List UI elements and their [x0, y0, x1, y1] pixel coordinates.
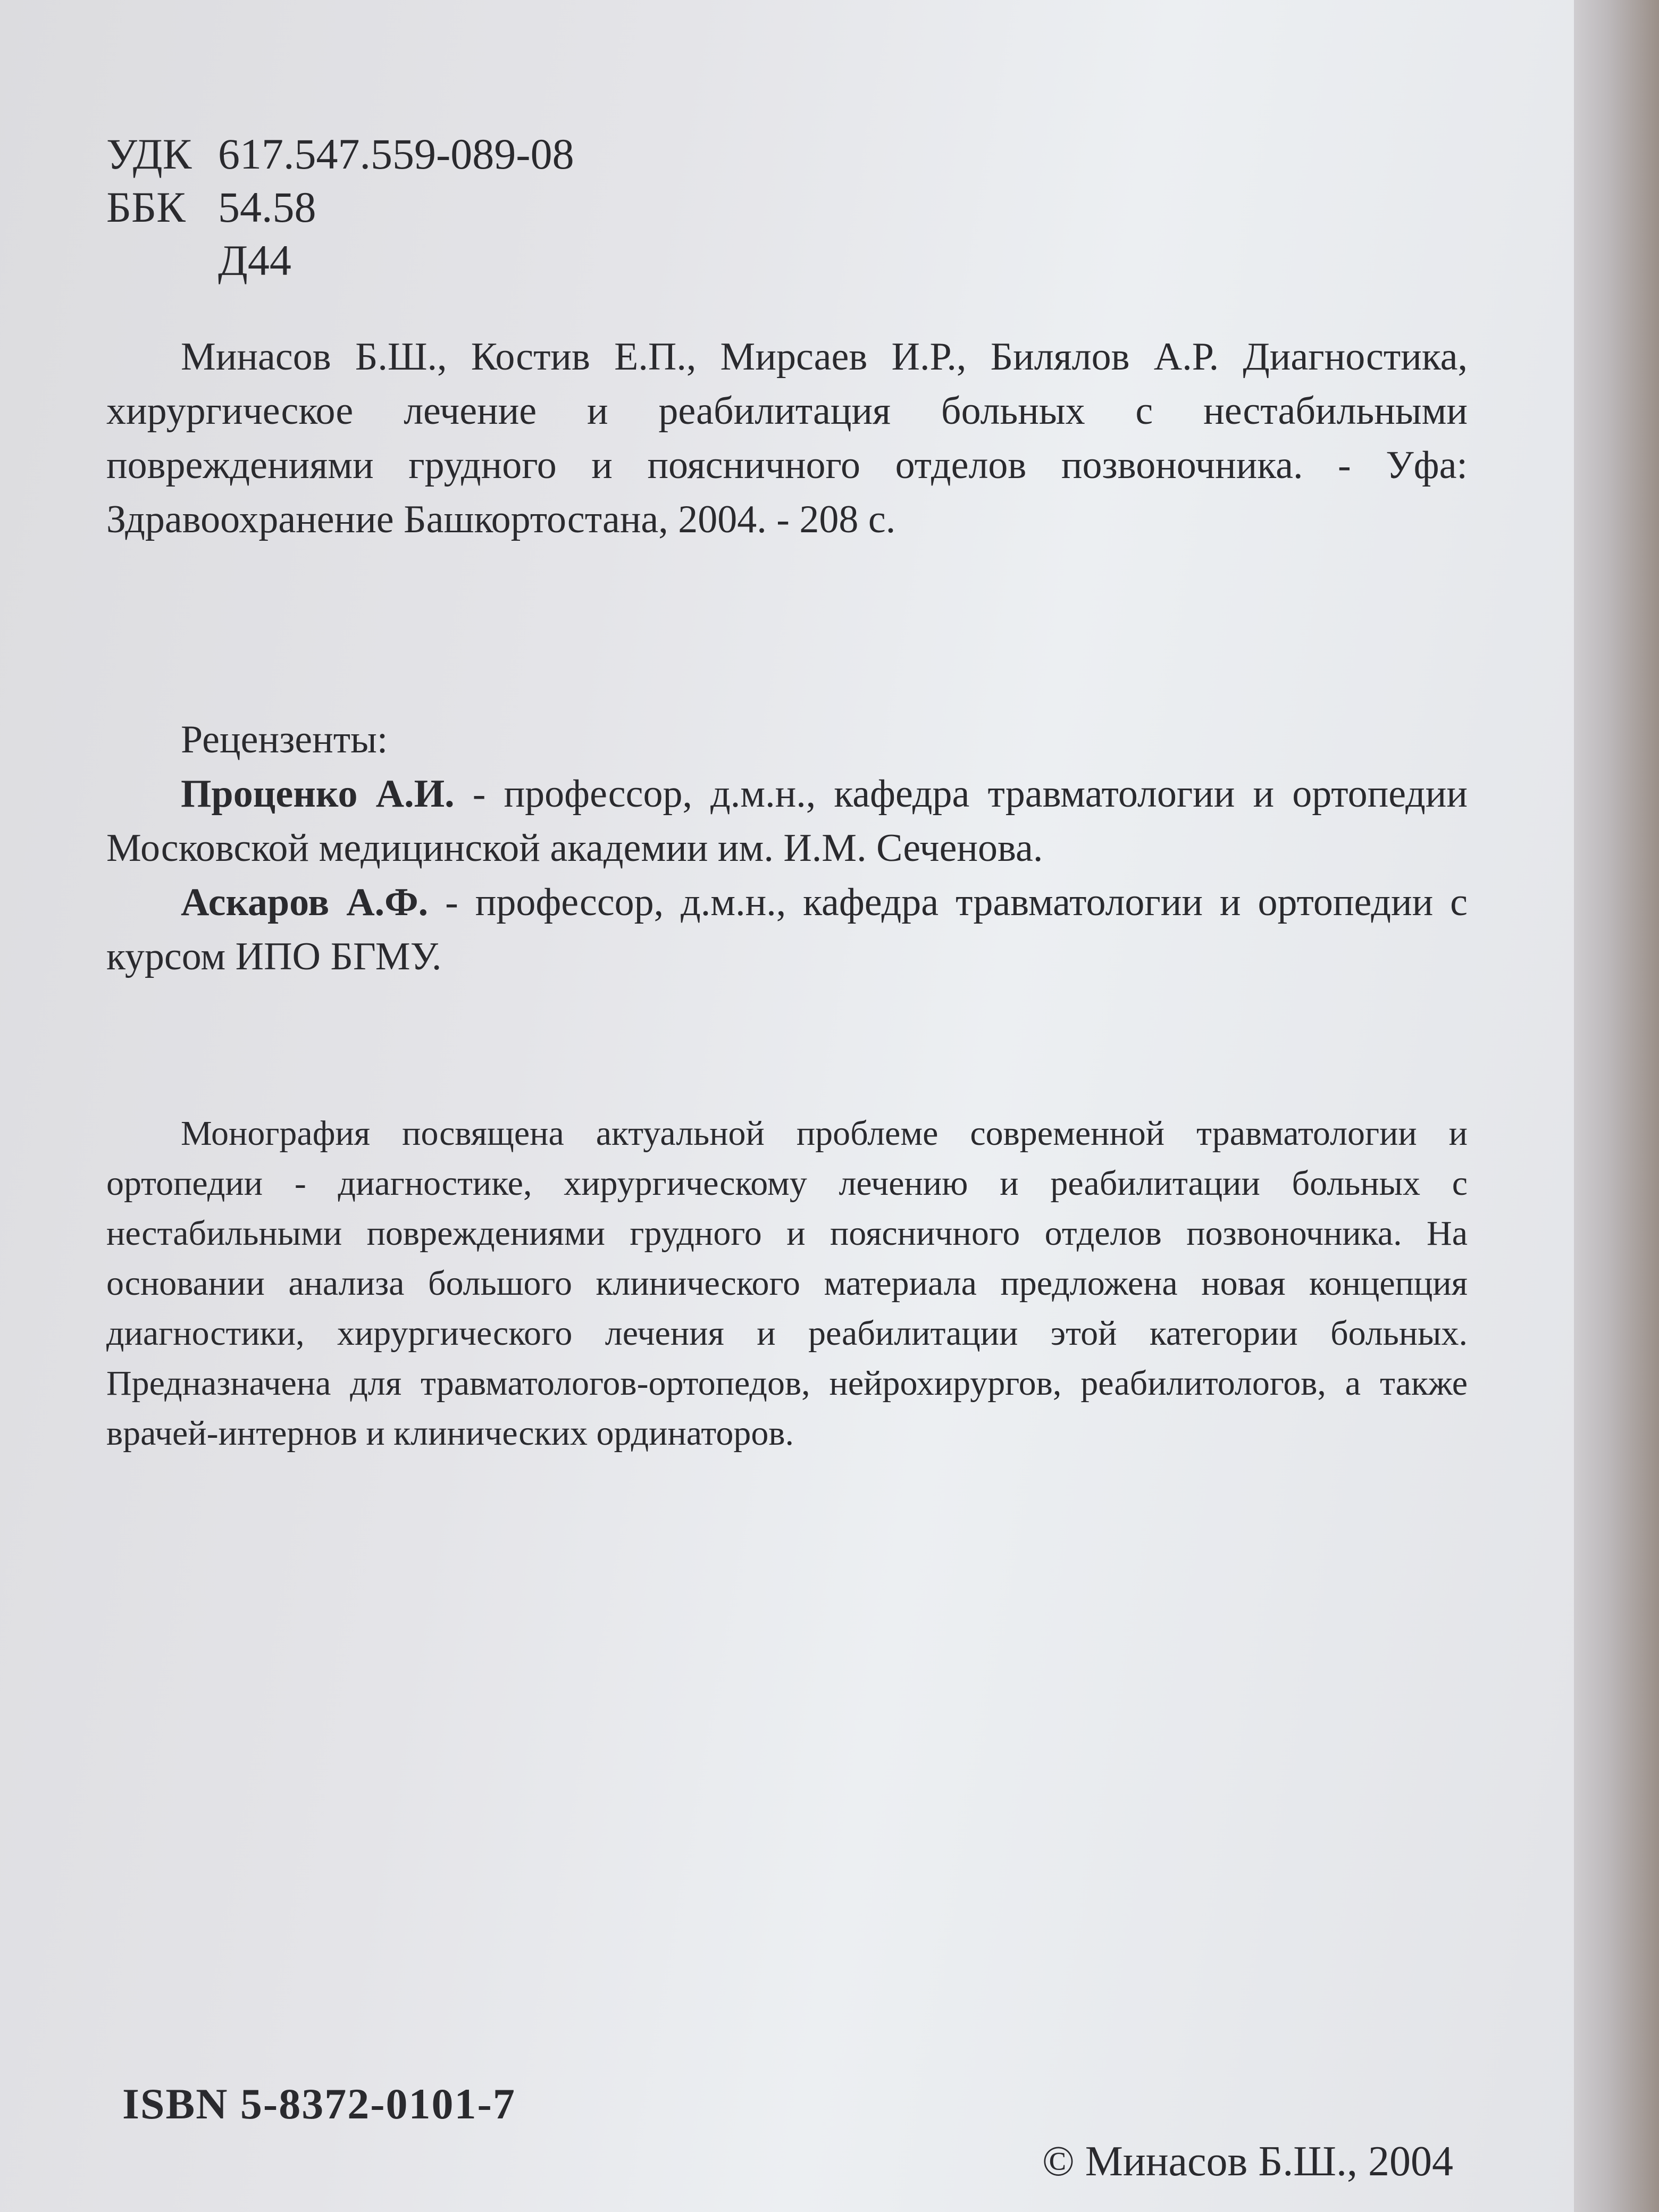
- reviewer-description: - профессор, д.м.н., кафедра травматологии и ортопедии Московской медицинской академии им. И.М. Сеченова.: [106, 772, 1468, 870]
- reviewer-entry: [106, 875, 1468, 984]
- isbn: ISBN 5-8372-0101-7: [122, 2080, 516, 2128]
- udk-row: [106, 128, 574, 181]
- show-through-text: [798, 101, 808, 144]
- udk-value: 617.547.559-089-08: [218, 130, 574, 178]
- bibliographic-record: Минасов Б.Ш., Костив Е.П., Мирсаев И.Р., Билялов А.Р. Диагностика, хирургическое лечение и реабилитация больных с нестабильными повреждениями грудного и поясничного отделов позвоночника. - Уфа: Здравоохранение Башкортостана, 2004. - 208 с.: [106, 335, 1468, 541]
- adjacent-page-edge: [1574, 0, 1659, 2212]
- reviewer-description: - профессор, д.м.н., кафедра травматологии и ортопедии с курсом ИПО БГМУ.: [106, 881, 1468, 978]
- bbk-value: 54.58: [218, 183, 316, 231]
- classification-block: [106, 128, 574, 287]
- bbk-row: [106, 181, 574, 234]
- bbk-label: ББК: [106, 183, 186, 231]
- author-mark-row: [106, 234, 574, 287]
- reviewer-entry: [106, 767, 1468, 875]
- reviewers-section: [106, 713, 1468, 984]
- author-mark: Д44: [218, 236, 291, 284]
- reviewers-heading: Рецензенты:: [181, 718, 388, 761]
- reviewer-name: Проценко А.И.: [181, 772, 455, 816]
- copyright-notice: © Минасов Б.Ш., 2004: [1042, 2138, 1453, 2185]
- udk-label: УДК: [106, 130, 192, 178]
- annotation-paragraph: Монография посвящена актуальной проблеме современной травматологии и ортопедии - диагностике, хирургическому лечению и реабилитации больных с нестабильными повреждениями грудного и поясничного отделов позвоночника. На основании анализа большого клинического материала предложена новая концепция диагностики, хирургического лечения и реабилитации этой категории больных. Предназначена для травматологов-ортопедов, нейрохирургов, реабилитологов, а также врачей-интернов и клинических ординаторов.: [106, 1114, 1468, 1453]
- reviewer-name: Аскаров А.Ф.: [181, 881, 429, 924]
